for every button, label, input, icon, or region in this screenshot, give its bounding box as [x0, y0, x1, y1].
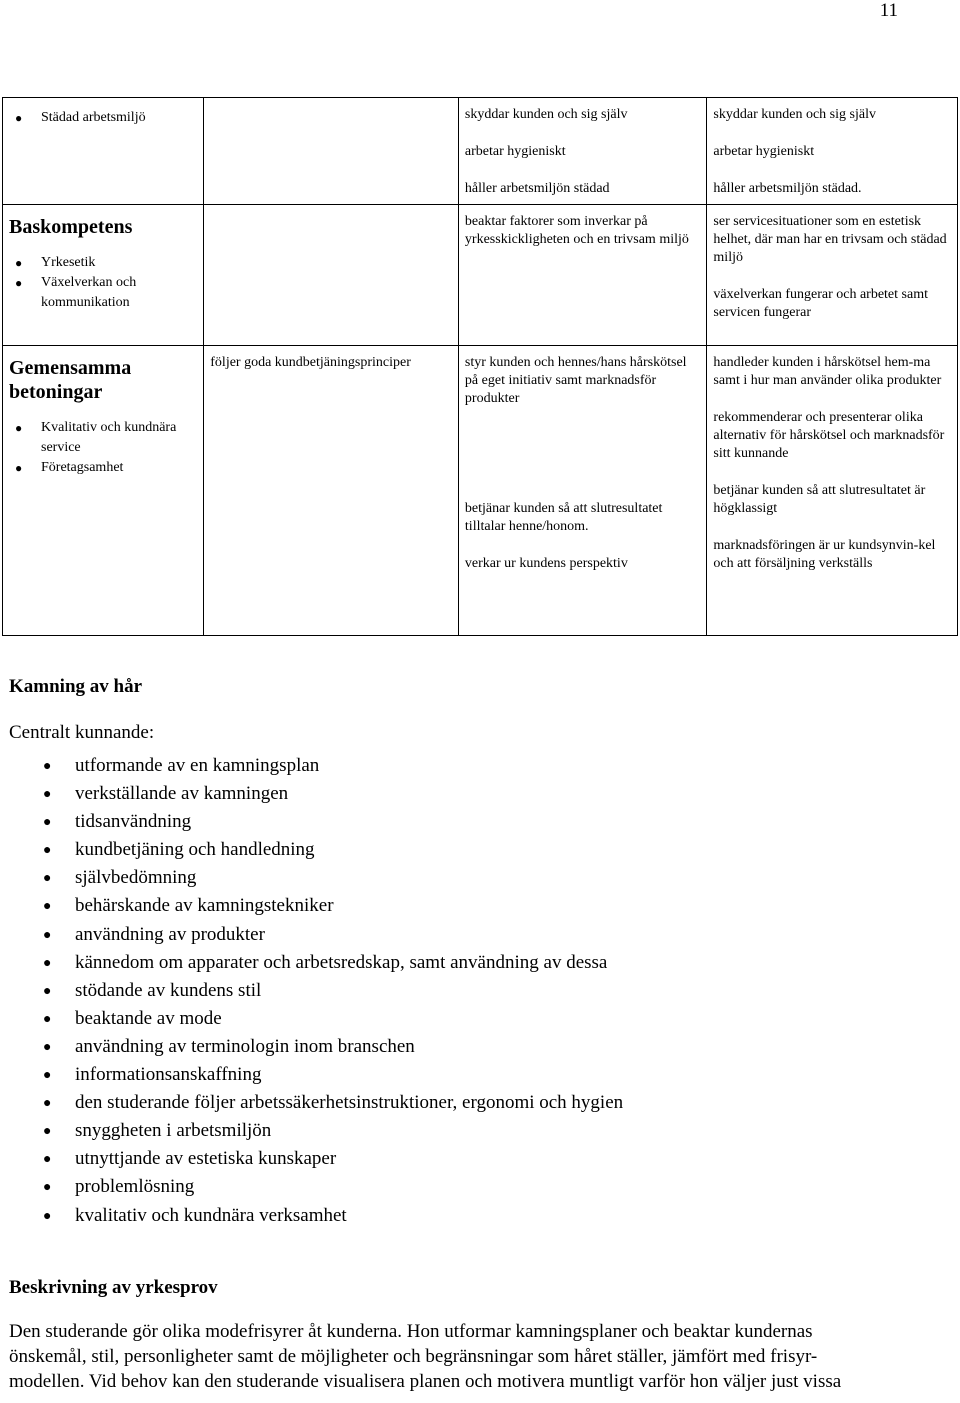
bullet-icon: ●	[43, 1208, 52, 1224]
list-item: ● beaktande av mode	[75, 1005, 949, 1033]
row-heading: Baskompetens	[9, 216, 133, 238]
criterion-text: skyddar kunden och sig själv	[713, 107, 876, 122]
row2-level-2-cell	[458, 205, 707, 346]
criterion-text: betjänar kunden så att slutresultatet tilltalar henne/honom.	[464, 501, 663, 534]
row1-level-3-cell	[707, 98, 958, 205]
list-item: ● verkställande av kamningen	[75, 780, 949, 808]
list-item: ● Yrkesetik	[41, 253, 197, 273]
list-item: ● kännedom om apparater och arbetsredskap, samt användning av dessa	[75, 949, 949, 977]
list-item: ● Växelverkan och kommunikation	[15, 275, 137, 310]
list-item: ● användning av terminologin inom branschen	[75, 1033, 949, 1061]
list-item: ● användning av produkter	[75, 921, 949, 949]
row3-level-1-cell	[204, 346, 459, 636]
description-line: önskemål, stil, personligheter samt de möjligheter och begränsningar som håret ställer, jämfört med frisyr-	[9, 1346, 818, 1367]
row1-level-1-cell	[204, 98, 459, 205]
list-item: ● behärskande av kamningstekniker	[75, 892, 949, 920]
description	[9, 1319, 949, 1394]
criterion-text: följer goda kundbetjäningsprinciper	[210, 355, 411, 370]
bullet-icon: ●	[43, 787, 52, 803]
criterion-text: betjänar kunden så att slutresultatet är högklassigt	[713, 483, 926, 516]
criterion-text: marknadsföringen är ur kundsynvin-kel och att försäljning verkställs	[713, 538, 936, 571]
table-row	[3, 346, 958, 636]
bullet-icon: ●	[43, 1068, 52, 1084]
list-item: ● utnyttjande av estetiska kunskaper	[75, 1145, 949, 1173]
bullet-icon: ●	[43, 1096, 52, 1112]
bullet-icon: ●	[43, 1011, 52, 1027]
list-item: ● problemlösning	[75, 1173, 949, 1201]
criterion-text: skyddar kunden och sig själv	[464, 107, 628, 122]
bullet-icon: ●	[15, 276, 23, 290]
bullet-icon: ●	[15, 421, 23, 435]
row2-target-cell	[3, 205, 204, 346]
bullet-icon: ●	[43, 1180, 52, 1196]
criterion-text: håller arbetsmiljön städad	[464, 181, 610, 196]
row1-level-2-cell	[458, 98, 707, 205]
row3-target-cell	[3, 346, 204, 636]
list-item: ● Kvalitativ och kundnära service	[15, 420, 177, 455]
bullet-icon: ●	[15, 256, 23, 270]
section-kamning	[9, 676, 949, 1230]
bullet-icon: ●	[43, 983, 52, 999]
bullet-icon: ●	[43, 899, 52, 915]
bullet-icon: ●	[43, 1152, 52, 1168]
criterion-text: rekommenderar och presenterar olika alternativ för hårskötsel och marknadsför sitt kunnande	[713, 410, 945, 461]
list-item: ● kvalitativ och kundnära verksamhet	[75, 1202, 949, 1230]
section-lead: Centralt kunnande:	[9, 722, 155, 743]
assessment-table	[2, 97, 958, 636]
criterion-text: beaktar faktorer som inverkar på yrkesskickligheten och en trivsam miljö	[464, 214, 689, 247]
list-item: ● kundbetjäning och handledning	[75, 836, 949, 864]
bullet-icon: ●	[43, 955, 52, 971]
skills-list	[9, 752, 949, 1230]
criterion-text: handleder kunden i hårskötsel hem-ma samt i hur man använder olika produkter	[713, 355, 942, 388]
row1-target-cell	[3, 98, 204, 205]
list-item: ● snyggheten i arbetsmiljön	[75, 1117, 949, 1145]
bullet-icon: ●	[43, 871, 52, 887]
criterion-text: verkar ur kundens perspektiv	[464, 556, 628, 571]
bullet-icon: ●	[43, 1039, 52, 1055]
description-line: Den studerande gör olika modefrisyrer åt kunderna. Hon utformar kamningsplaner och beaktar kundernas	[9, 1321, 813, 1342]
section-title: Kamning av hår	[9, 676, 143, 697]
table-row	[3, 205, 958, 346]
description-line: modellen. Vid behov kan den studerande visualisera planen och motivera muntligt varför hon väljer just vissa	[9, 1371, 842, 1392]
list-item: ● den studerande följer arbetssäkerhetsinstruktioner, ergonomi och hygien	[75, 1089, 949, 1117]
list-item: ● Städad arbetsmiljö	[41, 108, 197, 128]
list-item: ● Företagsamhet	[41, 458, 197, 478]
criterion-text: arbetar hygieniskt	[464, 144, 566, 159]
bullet-icon: ●	[43, 815, 52, 831]
criterion-text: ser servicesituationer som en estetisk helhet, där man har en trivsam och städad miljö	[713, 214, 947, 265]
bullet-icon: ●	[15, 461, 23, 475]
row-heading: Gemensamma betoningar	[9, 357, 132, 403]
bullet-icon: ●	[43, 843, 52, 859]
criterion-text: arbetar hygieniskt	[713, 144, 815, 159]
criterion-text: håller arbetsmiljön städad.	[713, 181, 862, 196]
criterion-text: växelverkan fungerar och arbetet samt servicen fungerar	[713, 287, 928, 320]
bullet-icon: ●	[43, 1124, 52, 1140]
bullet-icon: ●	[15, 111, 23, 125]
list-item: ● stödande av kundens stil	[75, 977, 949, 1005]
row3-level-2-cell	[458, 346, 707, 636]
table-row	[3, 98, 958, 205]
row2-level-1-cell	[204, 205, 459, 346]
row2-level-3-cell	[707, 205, 958, 346]
section-yrkesprov	[9, 1277, 949, 1394]
list-item: ● tidsanvändning	[75, 808, 949, 836]
criterion-text: styr kunden och hennes/hans hårskötsel på eget initiativ samt marknadsför produkter	[464, 355, 687, 406]
section-title: Beskrivning av yrkesprov	[9, 1277, 218, 1298]
bullet-icon: ●	[43, 759, 52, 774]
list-item: ● självbedömning	[75, 864, 949, 892]
list-item: ● utformande av en kamningsplan	[75, 752, 949, 780]
list-item: ● informationsanskaffning	[75, 1061, 949, 1089]
row3-level-3-cell	[707, 346, 958, 636]
bullet-icon: ●	[43, 927, 52, 943]
page-number: 11	[879, 0, 898, 21]
